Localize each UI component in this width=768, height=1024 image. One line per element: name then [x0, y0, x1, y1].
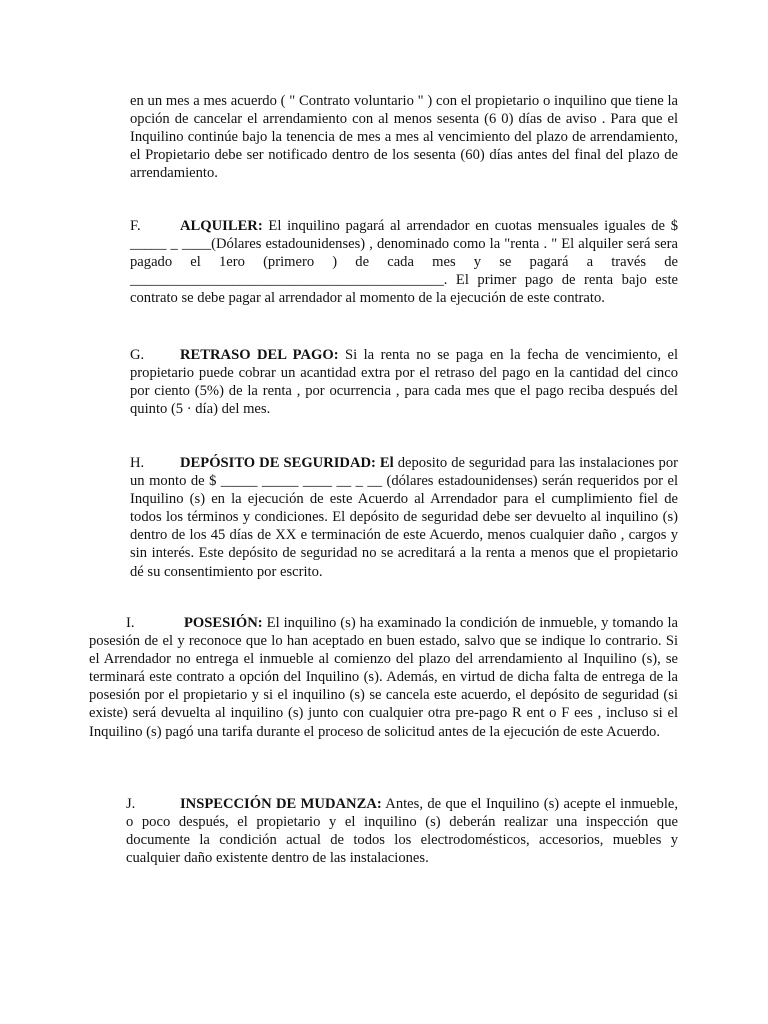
section-j-text: Antes, de que el Inquilino (s) acepte el inmueble, o poco después, el propietario y el inquilino (s) deberán realizar una inspección que documente la condición actual de todos los electrodomésticos, accesorios, muebles y cualquier daño existente dentro de las instalaciones. — [126, 796, 678, 867]
section-i-text: El inquilino (s) ha examinado la condición de inmueble, y tomando la posesión de el y reconoce que lo han aceptado en buen estado, salvo que se indique lo contrario. Si el Arrendador no entrega el inmueble al comienzo del plazo del arrendamiento al Inquilino (s), se terminará este contrato a opción del Inquilino (s). Además, en virtud de dicha falta de entrega de la posesión por el propietario y si el inquilino (s) se cancela este acuerdo, el depósito de seguridad (si existe) será devuelta al inquilino (s) junto con cualquier otra pre-pago R ent o F ees , incluso si el Inquilino (s) pagó una tarifa durante el proceso de solicitud antes de la ejecución de este Acuerdo. — [89, 615, 678, 740]
section-g-retraso-del-pago — [130, 346, 678, 418]
section-h-heading: DEPÓSITO DE SEGURIDAD: El — [180, 455, 394, 471]
intro-paragraph — [130, 92, 678, 182]
section-j-heading: INSPECCIÓN DE MUDANZA: — [180, 796, 382, 812]
section-g-heading: RETRASO DEL PAGO: — [180, 347, 339, 363]
section-i-heading: POSESIÓN: — [184, 615, 263, 631]
section-i-letter: I. — [126, 615, 135, 631]
section-i-posesion — [89, 614, 678, 741]
section-h-letter: H. — [130, 455, 145, 471]
intro-text: en un mes a mes acuerdo ( " Contrato voluntario " ) con el propietario o inquilino que tiene la opción de cancelar el arrendamiento con al menos sesenta (6 0) días de aviso . Para que el Inquilino continúe bajo la tenencia de mes a mes al vencimiento del plazo de arrendamiento, el Propietario debe ser notificado dentro de los sesenta (60) días antes del final del plazo de arrendamiento. — [130, 93, 678, 182]
section-f-text: El inquilino pagará al arrendador en cuotas mensuales iguales de $ _____ _ ____(Dólares estadounidenses) , denominado como la "renta . " El alquiler será sera pagado el 1ero (primero ) de cada mes y se pagará a través de ___________________________________________. El primer pago de renta bajo este contrato se debe pagar al arrendador al momento de la ejecución de este contrato. — [130, 218, 678, 307]
section-f-heading: ALQUILER: — [180, 218, 263, 234]
section-h-text: deposito de seguridad para las instalaciones por un monto de $ _____ _____ ____ __ _ __ (dólares estadounidenses) serán requeridos por el Inquilino (s) en la ejecución de este Acuerdo al Arrendador para el cumplimiento fiel de todos los términos y condiciones. El depósito de seguridad debe ser devuelto al inquilino (s) dentro de los 45 días de XX e terminación de este Acuerdo, menos cualquier daño , cargos y sin interés. Este depósito de seguridad no se acreditará a la renta a menos que el propietario dé su consentimiento por escrito. — [130, 455, 678, 580]
section-g-text: Si la renta no se paga en la fecha de vencimiento, el propietario puede cobrar un acantidad extra por el retraso del pago en la cantidad del cinco por ciento (5%) de la renta , por ocurrencia , para cada mes que el pago reciba después del quinto (5 · día) del mes. — [130, 347, 679, 418]
section-g-letter: G. — [130, 347, 145, 363]
section-j-inspeccion-de-mudanza — [126, 795, 678, 867]
section-f-alquiler — [130, 217, 678, 307]
section-j-letter: J. — [126, 796, 136, 812]
section-h-deposito-de-seguridad — [130, 454, 678, 581]
section-f-letter: F. — [130, 218, 141, 234]
